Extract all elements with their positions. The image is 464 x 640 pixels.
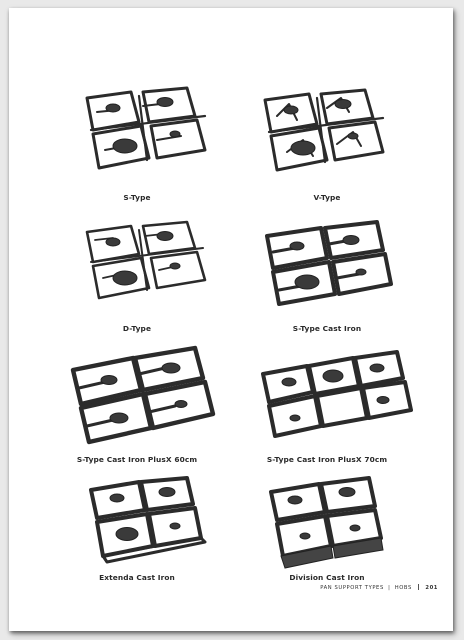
product-caption: S-Type Cast Iron PlusX 70cm <box>266 455 388 464</box>
product-caption: S-Type Cast Iron PlusX 60cm <box>76 455 198 464</box>
s-type-cast-iron-plusx-60cm-hob-icon <box>39 346 219 446</box>
footer-chapter: HOBS <box>394 585 412 591</box>
product-caption: S-Type Cast Iron <box>292 324 362 333</box>
footer-section: PAN SUPPORT TYPES <box>320 585 384 591</box>
s-type-hob-icon <box>47 86 227 186</box>
s-type-cast-iron-plusx-70cm-hob-icon <box>237 346 417 446</box>
catalog-page <box>9 8 453 631</box>
product-caption: Division Cast Iron <box>289 573 365 582</box>
product-caption: D-Type <box>122 324 152 333</box>
footer-separator <box>418 584 419 590</box>
division-cast-iron-hob-icon <box>237 476 417 576</box>
s-type-cast-iron-hob-icon <box>237 218 417 318</box>
page-footer <box>320 584 438 591</box>
d-type-hob-icon <box>47 218 227 318</box>
extenda-cast-iron-hob-icon <box>47 476 227 576</box>
footer-divider: | <box>388 585 391 591</box>
product-caption: Extenda Cast Iron <box>99 573 175 582</box>
product-caption: S-Type <box>123 193 151 202</box>
product-caption: V-Type <box>313 193 341 202</box>
v-type-hob-icon <box>237 86 417 186</box>
page-number: 201 <box>425 585 438 591</box>
